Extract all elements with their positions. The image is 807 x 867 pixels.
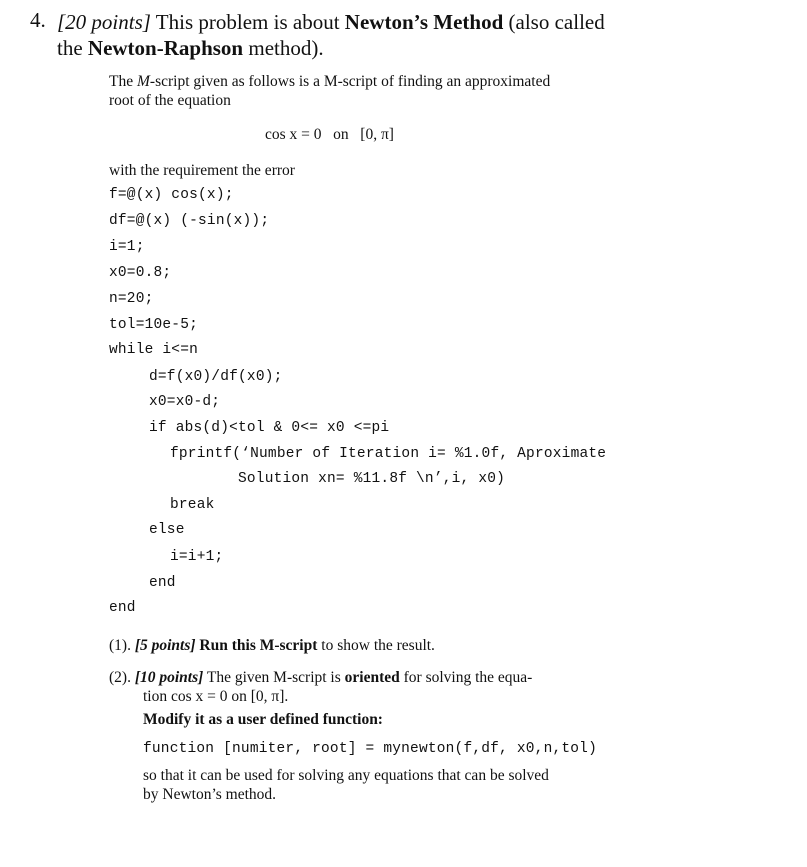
code-line-7: while i<=n bbox=[109, 342, 199, 358]
part1-rest: to show the result. bbox=[317, 637, 435, 654]
description-line1-a: The bbox=[109, 73, 137, 90]
question-intro-b: (also called bbox=[503, 10, 605, 34]
code-line-1: f=@(x) cos(x); bbox=[109, 187, 234, 203]
code-line-6: tol=10e-5; bbox=[109, 317, 199, 333]
code-line-15: i=i+1; bbox=[170, 549, 224, 565]
code-line-3: i=1; bbox=[109, 239, 145, 255]
code-line-8: d=f(x0)/df(x0); bbox=[149, 369, 283, 385]
code-line-9: x0=x0-d; bbox=[149, 394, 221, 410]
code-line-16: end bbox=[149, 575, 176, 591]
m-symbol: M bbox=[136, 73, 150, 90]
part1-label: (1). bbox=[109, 637, 131, 654]
part2-text-b: for solving the equa- bbox=[399, 669, 533, 686]
question-heading-line1 bbox=[57, 8, 605, 36]
requirement-text: with the requirement the error bbox=[109, 162, 295, 179]
code-line-17: end bbox=[109, 600, 136, 616]
part2-line2: tion cos x = 0 on [0, π]. bbox=[143, 688, 289, 705]
question-line2-b: method). bbox=[243, 36, 324, 60]
code-line-11: fprintf(‘Number of Iteration i= %1.0f, Aproximate bbox=[170, 446, 607, 462]
code-line-10: if abs(d)<tol & 0<= x0 <=pi bbox=[149, 420, 390, 436]
code-line-14: else bbox=[149, 522, 185, 538]
question-points: [20 points] bbox=[57, 10, 151, 34]
code-line-12: Solution xn= %11.8f \n’,i, x0) bbox=[238, 471, 506, 487]
question-line2-a: the bbox=[57, 36, 88, 60]
equation: cos x = 0 on [0, π] bbox=[265, 126, 394, 143]
description-line1 bbox=[109, 72, 550, 92]
question-intro-a: This problem is about bbox=[150, 10, 345, 34]
part2-closing1: so that it can be used for solving any equations that can be solved bbox=[143, 767, 549, 784]
code-line-2: df=@(x) (-sin(x)); bbox=[109, 213, 270, 229]
part2-points: [10 points] bbox=[134, 669, 204, 686]
code-line-5: n=20; bbox=[109, 291, 154, 307]
part2-label: (2). bbox=[109, 669, 131, 686]
part1-points: [5 points] bbox=[134, 637, 196, 654]
part2-line1 bbox=[109, 668, 532, 688]
description-line1-b: -script given as follows is a M-script of finding an approximated bbox=[149, 73, 551, 90]
question-heading-line2 bbox=[57, 36, 324, 61]
part2-modify: Modify it as a user defined function: bbox=[143, 711, 383, 728]
part2-text-a: The given M-script is bbox=[203, 669, 345, 686]
part1-line bbox=[109, 636, 435, 656]
question-number: 4. bbox=[30, 8, 46, 32]
code-line-4: x0=0.8; bbox=[109, 265, 172, 281]
description-line2: root of the equation bbox=[109, 92, 231, 109]
code-line-13: break bbox=[170, 497, 215, 513]
part1-bold-text: Run this M-script bbox=[199, 637, 318, 654]
part2-closing2: by Newton’s method. bbox=[143, 786, 277, 803]
part2-bold-word: oriented bbox=[344, 669, 400, 686]
function-signature: function [numiter, root] = mynewton(f,df, x0,n,tol) bbox=[143, 741, 597, 757]
question-method-alt: Newton-Raphson bbox=[87, 36, 244, 60]
question-method-name: Newton’s Method bbox=[344, 10, 504, 34]
